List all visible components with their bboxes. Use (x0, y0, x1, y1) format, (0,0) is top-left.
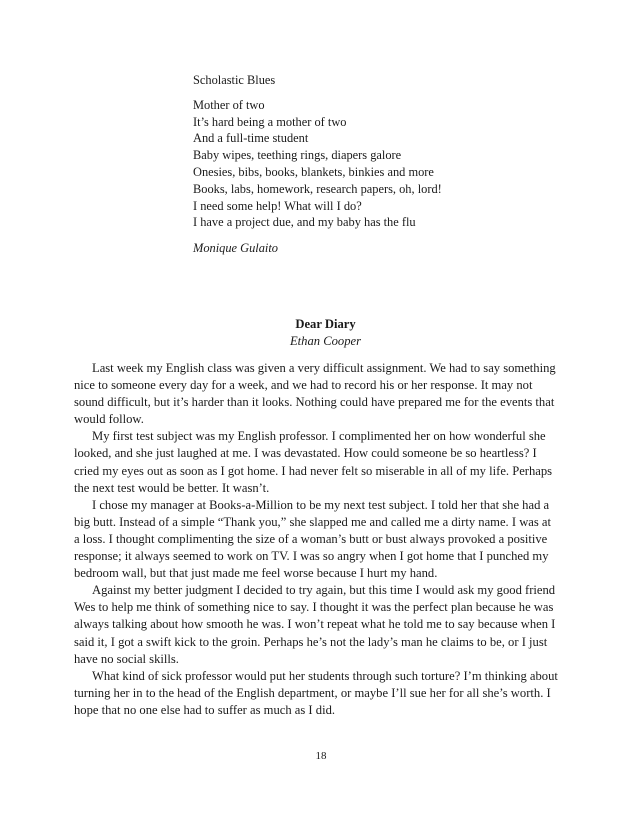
poem-author: Monique Gulaito (193, 241, 279, 256)
poem-line: It’s hard being a mother of two (193, 114, 347, 129)
paragraph (74, 428, 566, 496)
text-line: turning her in to the head of the English department, or maybe I’ll sue her for all she’s worth. I (74, 685, 551, 700)
text-line: said it, I got a swift kick to the groin. Perhaps he’s not the lady’s man he claims to be, or I just (74, 634, 548, 649)
text-line: the next test would be better. It wasn’t. (74, 480, 270, 495)
essay-heading (0, 316, 638, 350)
text-line: I chose my manager at Books-a-Million to be my next test subject. I told her that she had a (92, 497, 550, 512)
essay-body (74, 360, 566, 719)
paragraph (74, 497, 566, 582)
poem-title: Scholastic Blues (193, 73, 276, 87)
text-line: have no social skills. (74, 651, 179, 666)
text-line: always talking about how smooth he was. I won’t repeat what he told me to say because when I (74, 617, 556, 632)
text-line: My first test subject was my English professor. I complimented her on how wonderful she (92, 429, 546, 444)
text-line: cried my eyes out as soon as I got home. I had never felt so miserable in all of my life. Perhaps (74, 463, 553, 478)
poem-line: Baby wipes, teething rings, diapers galore (193, 148, 402, 163)
text-line: hope that no one else had to suffer as much as I did. (74, 702, 336, 717)
text-line: sound difficult, but it’s harder than it looks. Nothing could have prepared me for the events that (74, 395, 555, 410)
paragraph (74, 360, 566, 428)
poem-line: I have a project due, and my baby has the flu (193, 215, 416, 230)
poem-line: I need some help! What will I do? (193, 198, 362, 213)
paragraph (74, 582, 566, 667)
text-line: bedroom wall, but that just made me feel worse because I hurt my hand. (74, 566, 438, 581)
poem-line: Mother of two (193, 97, 265, 112)
poem-line: And a full-time student (193, 131, 309, 146)
poem-line: Onesies, bibs, books, blankets, binkies and more (193, 164, 434, 179)
text-line: a loss. I thought complimenting the size of a woman’s butt or bust always provoked a positive (74, 531, 548, 546)
text-line: looked, and she just laughed at me. I was devastated. How could someone be so heartless? I (74, 446, 537, 461)
text-line: would follow. (74, 412, 144, 427)
page-number: 18 (315, 750, 327, 762)
text-line: Last week my English class was given a very difficult assignment. We had to say something (92, 361, 556, 375)
text-line: response; it always seemed to work on TV. I was so angry when I got home that I punched my (74, 549, 549, 564)
text-line: Wes to help me think of something nice to say. I thought it was the perfect plan because he was (74, 600, 554, 615)
poem (193, 72, 573, 257)
text-line: nice to someone every day for a week, and we had to record his or her response. It may not (74, 378, 533, 393)
poem-line: Books, labs, homework, research papers, oh, lord! (193, 181, 442, 196)
paragraph (74, 668, 566, 719)
text-line: What kind of sick professor would put her students through such torture? I’m thinking about (92, 668, 558, 683)
text-line: Against my better judgment I decided to try again, but this time I would ask my good friend (92, 583, 556, 598)
essay-author: Ethan Cooper (289, 334, 361, 348)
essay-title: Dear Diary (295, 317, 356, 331)
text-line: big butt. Instead of a simple “Thank you,” she slapped me and called me a dirty name. I was at (74, 514, 552, 529)
